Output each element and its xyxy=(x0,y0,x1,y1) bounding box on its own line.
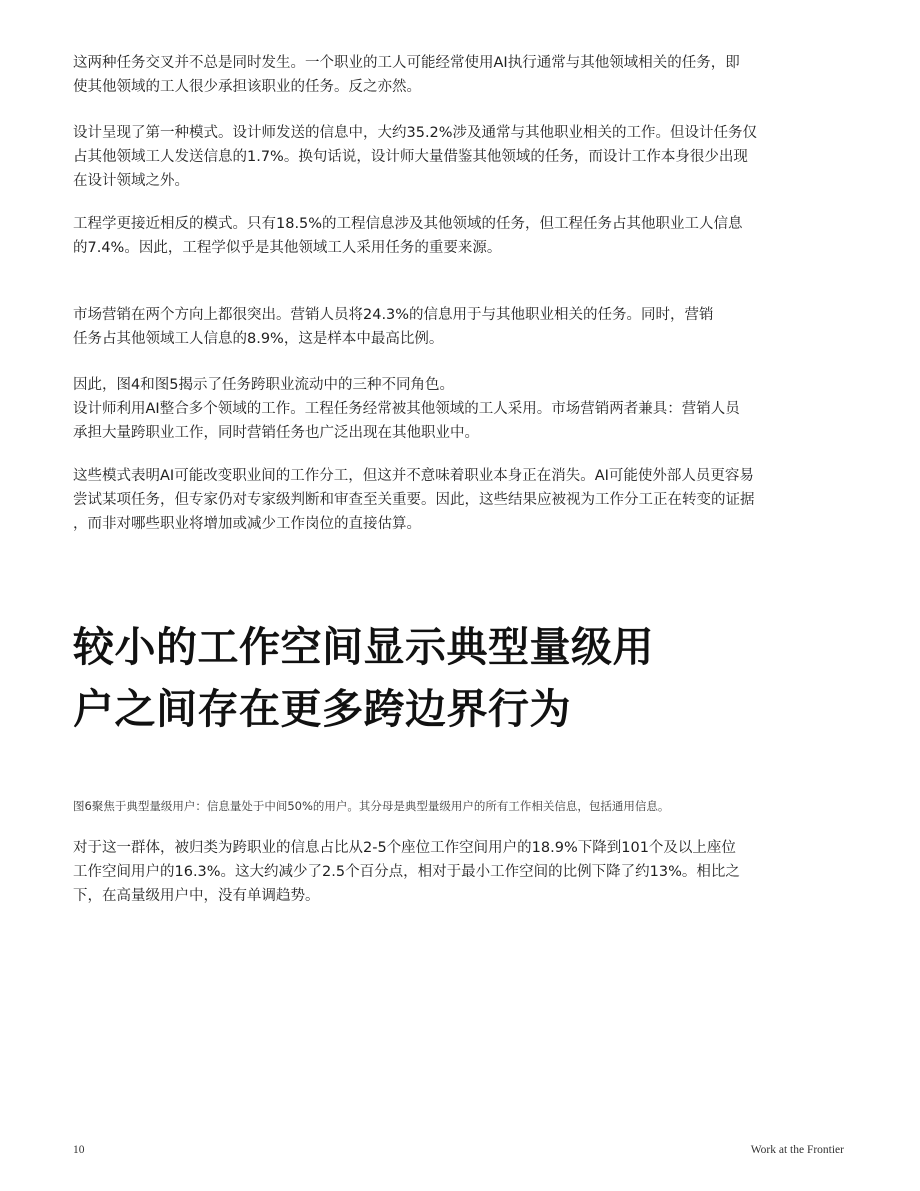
paragraph-marketing: 市场营销在两个方向上都很突出。营销人员将24.3%的信息用于与其他职业相关的任务。同时，营销 任务占其他领域工人信息的8.9%，这是样本中最高比例。 xyxy=(73,307,714,347)
paragraph-design: 设计呈现了第一种模式。设计师发送的信息中，大约35.2%涉及通常与其他职业相关的工作。但设计任务仅 占其他领域工人发送信息的1.7%。换句话说，设计师大量借鉴其他领域的任务，而设计工作本身很少出现 在设计领域之外。 xyxy=(73,125,758,189)
paragraph-cohort: 对于这一群体，被归类为跨职业的信息占比从2-5个座位工作空间用户的18.9%下降到101个及以上座位 工作空间用户的16.3%。这大约减少了2.5个百分点，相对于最小工作空间的比例下降了约13%。相比之 下，在高量级用户中，没有单调趋势。 xyxy=(73,840,740,904)
page-number: 10 xyxy=(73,1144,85,1156)
paragraph-three-roles: 因此，图4和图5揭示了任务跨职业流动中的三种不同角色。 设计师利用AI整合多个领域的工作。工程任务经常被其他领域的工人采用。市场营销两者兼具：营销人员 承担大量跨职业工作，同时营销任务也广泛出现在其他职业中。 xyxy=(73,377,740,441)
figure-caption: 图6聚焦于典型量级用户：信息量处于中间50%的用户。其分母是典型量级用户的所有工作相关信息，包括通用信息。 xyxy=(73,799,670,813)
section-heading: 较小的工作空间显示典型量级用 户之间存在更多跨边界行为 xyxy=(73,623,654,733)
paragraph-engineering: 工程学更接近相反的模式。只有18.5%的工程信息涉及其他领域的任务，但工程任务占其他职业工人信息 的7.4%。因此，工程学似乎是其他领域工人采用任务的重要来源。 xyxy=(73,216,743,256)
paragraph-patterns: 这些模式表明AI可能改变职业间的工作分工，但这并不意味着职业本身正在消失。AI可能使外部人员更容易 尝试某项任务，但专家仍对专家级判断和审查至关重要。因此，这些结果应被视为工作分工正在转变的证据 ，而非对哪些职业将增加或减少工作岗位的直接估算。 xyxy=(73,468,755,532)
document-title: Work at the Frontier xyxy=(750,1144,844,1156)
paragraph-task-crossing: 这两种任务交叉并不总是同时发生。一个职业的工人可能经常使用AI执行通常与其他领域相关的任务，即 使其他领域的工人很少承担该职业的任务。反之亦然。 xyxy=(73,55,740,95)
